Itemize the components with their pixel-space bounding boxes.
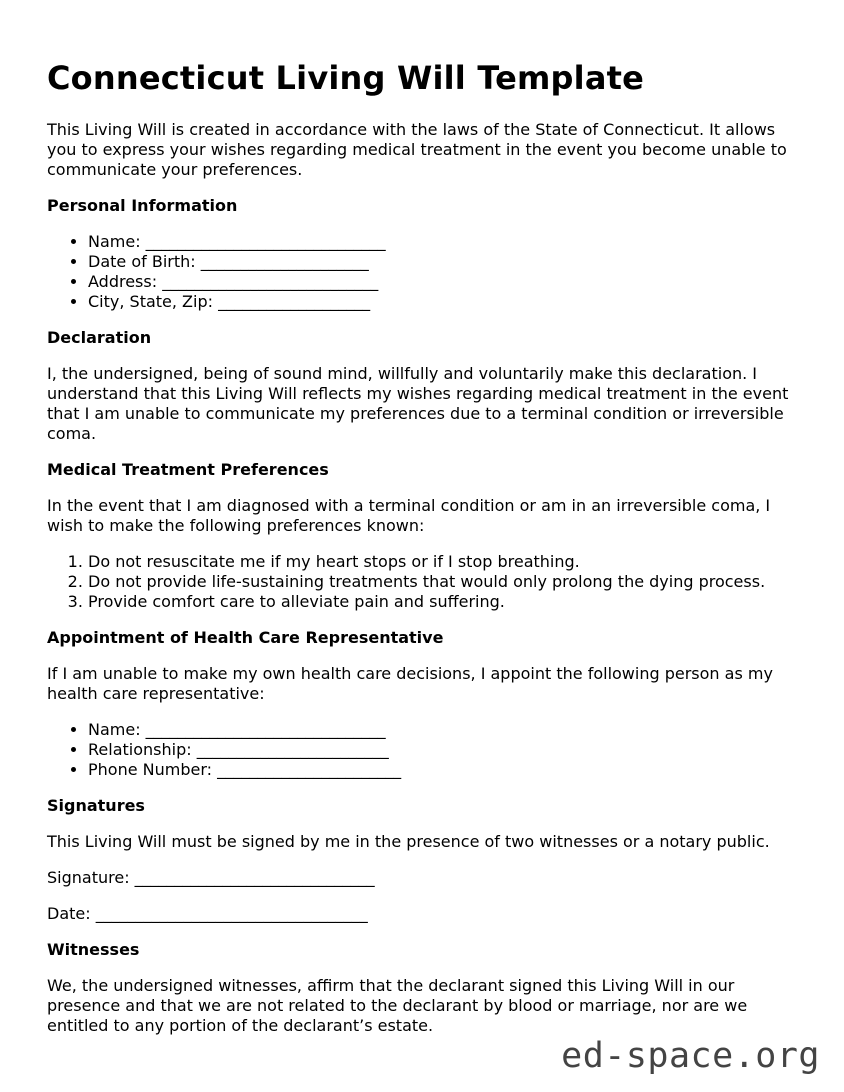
representative-paragraph: If I am unable to make my own health care decisions, I appoint the following person as my health care representative: (47, 664, 773, 703)
representative-name-field: • Name: ______________________________ (88, 720, 807, 740)
medical-preferences-paragraph: In the event that I am diagnosed with a terminal condition or am in an irreversible coma, I wish to make the following preferences known: (47, 496, 771, 535)
personal-address-field: • Address: ___________________________ (88, 272, 807, 292)
declaration-paragraph: I, the undersigned, being of sound mind, willfully and voluntarily make this declaration. I understand that this Living Will reflects my wishes regarding medical treatment in the event that I am unable to communicate my preferences due to a terminal condition or irreversible coma. (47, 364, 789, 443)
representative-list (47, 720, 807, 780)
medical-preference-item: 2. Do not provide life-sustaining treatments that would only prolong the dying process. (88, 572, 807, 592)
witnesses-heading: Witnesses (47, 940, 140, 959)
date-line: Date: __________________________________ (47, 904, 368, 923)
page-title: Connecticut Living Will Template (47, 59, 645, 97)
document-page (47, 58, 807, 1052)
signatures-heading: Signatures (47, 796, 145, 815)
medical-preference-item: 3. Provide comfort care to alleviate pain and suffering. (88, 592, 807, 612)
personal-info-heading: Personal Information (47, 196, 238, 215)
representative-heading: Appointment of Health Care Representative (47, 628, 444, 647)
personal-dob-field: • Date of Birth: _____________________ (88, 252, 807, 272)
representative-relationship-field: • Relationship: ________________________ (88, 740, 807, 760)
signatures-paragraph: This Living Will must be signed by me in the presence of two witnesses or a notary public. (47, 832, 770, 851)
personal-info-list (47, 232, 807, 312)
medical-preferences-heading: Medical Treatment Preferences (47, 460, 329, 479)
personal-city-state-zip-field: • City, State, Zip: ___________________ (88, 292, 807, 312)
witnesses-paragraph: We, the undersigned witnesses, affirm that the declarant signed this Living Will in our presence and that we are not related to the declarant by blood or marriage, nor are we entitled to any portion of the declarant’s estate. (47, 976, 748, 1035)
medical-preference-item: 1. Do not resuscitate me if my heart stops or if I stop breathing. (88, 552, 807, 572)
personal-name-field: • Name: ______________________________ (88, 232, 807, 252)
watermark-logo: ed-space.org (561, 1036, 820, 1076)
declaration-heading: Declaration (47, 328, 152, 347)
medical-preferences-list (47, 552, 807, 612)
intro-paragraph: This Living Will is created in accordance with the laws of the State of Connecticut. It allows you to express your wishes regarding medical treatment in the event you become unable to communicate your preferences. (47, 120, 787, 179)
representative-phone-field: • Phone Number: _______________________ (88, 760, 807, 780)
signature-line: Signature: ______________________________ (47, 868, 375, 887)
